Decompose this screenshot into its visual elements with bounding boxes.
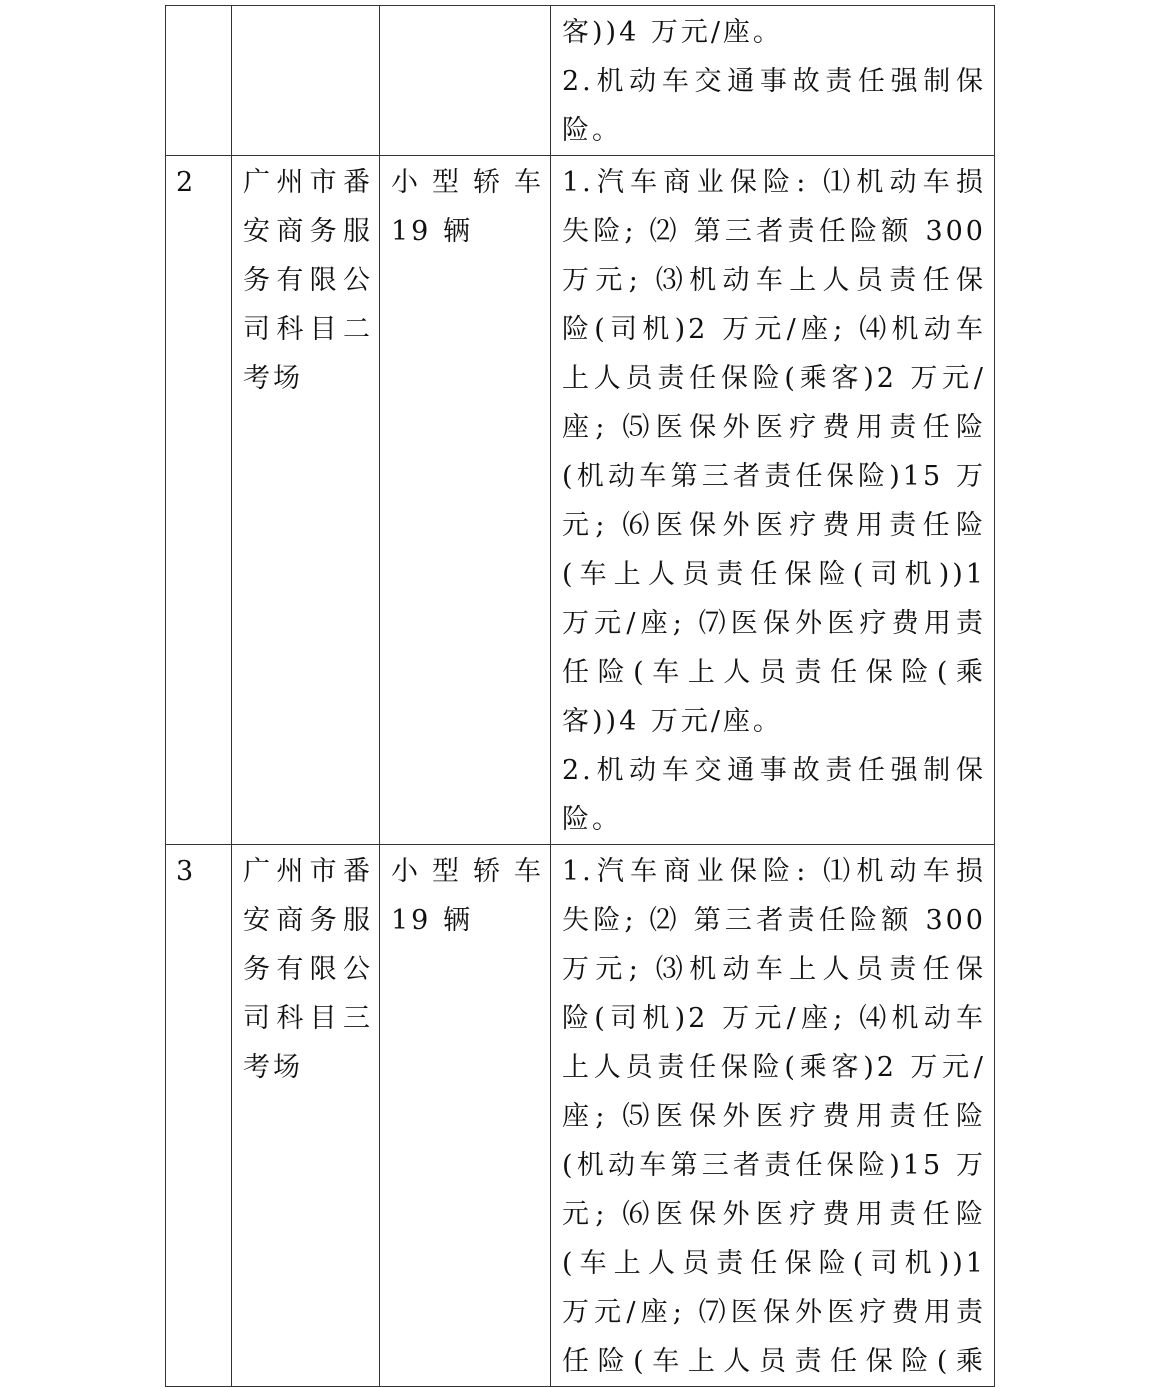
unit-cell [232,156,380,845]
insurance-line: 险(司机)2 万元/座; ⑷机动车 [562,1003,986,1034]
unit-line: 务有限公 [243,954,373,985]
unit-line: 司科目三 [243,1003,373,1034]
unit-line: 安商务服 [243,216,373,247]
vehicle-line: 小型轿车 [391,856,544,887]
insurance-line: 失险; ⑵ 第三者责任险额 300 [562,216,986,247]
insurance-cell [551,6,995,156]
insurance-line: 座; ⑸医保外医疗费用责任险 [562,412,986,443]
vehicle-cell [380,845,551,1387]
insurance-line: 元; ⑹医保外医疗费用责任险 [562,510,986,541]
row-number: 3 [176,856,197,887]
insurance-line: 失险; ⑵ 第三者责任险额 300 [562,905,986,936]
unit-line: 司科目二 [243,314,373,345]
insurance-line: 险。 [562,115,622,146]
unit-cell [232,6,380,156]
insurance-line: 2.机动车交通事故责任强制保 [562,66,986,97]
vehicle-line: 19 辆 [391,905,473,936]
insurance-line: (车上人员责任保险(司机))1 [562,1248,986,1279]
insurance-line: 上人员责任保险(乘客)2 万元/ [562,1052,986,1083]
insurance-line: (车上人员责任保险(司机))1 [562,559,986,590]
insurance-line: 险(司机)2 万元/座; ⑷机动车 [562,314,986,345]
insurance-line: 客))4 万元/座。 [562,706,783,737]
unit-line: 安商务服 [243,905,373,936]
insurance-line: 2.机动车交通事故责任强制保 [562,755,986,786]
table-row [166,156,995,845]
unit-line: 广州市番 [243,167,373,198]
insurance-line: 万元/座; ⑺医保外医疗费用责 [562,608,986,639]
table-row [166,6,995,156]
insurance-line: 险。 [562,804,622,835]
insurance-line: 任险(车上人员责任保险(乘 [562,1346,986,1377]
insurance-line: 1.汽车商业保险: ⑴机动车损 [562,856,986,887]
insurance-line: (机动车第三者责任保险)15 万 [562,1150,986,1181]
unit-line: 考场 [243,1052,303,1083]
insurance-line: 万元; ⑶机动车上人员责任保 [562,265,986,296]
unit-line: 广州市番 [243,856,373,887]
unit-cell [232,845,380,1387]
table-row [166,845,995,1387]
insurance-table [165,5,995,1387]
insurance-line: 万元/座; ⑺医保外医疗费用责 [562,1297,986,1328]
insurance-line: 1.汽车商业保险: ⑴机动车损 [562,167,986,198]
insurance-line: (机动车第三者责任保险)15 万 [562,461,986,492]
unit-line: 务有限公 [243,265,373,296]
row-number-cell [166,6,232,156]
insurance-line: 元; ⑹医保外医疗费用责任险 [562,1199,986,1230]
unit-line: 考场 [243,363,303,394]
vehicle-line: 小型轿车 [391,167,544,198]
insurance-cell [551,156,995,845]
insurance-line: 上人员责任保险(乘客)2 万元/ [562,363,986,394]
insurance-line: 万元; ⑶机动车上人员责任保 [562,954,986,985]
vehicle-line: 19 辆 [391,216,473,247]
row-number: 2 [176,167,197,198]
insurance-line: 客))4 万元/座。 [562,17,783,48]
insurance-line: 座; ⑸医保外医疗费用责任险 [562,1101,986,1132]
insurance-line: 任险(车上人员责任保险(乘 [562,657,986,688]
vehicle-cell [380,156,551,845]
insurance-cell [551,845,995,1387]
row-number-cell [166,156,232,845]
row-number-cell [166,845,232,1387]
vehicle-cell [380,6,551,156]
